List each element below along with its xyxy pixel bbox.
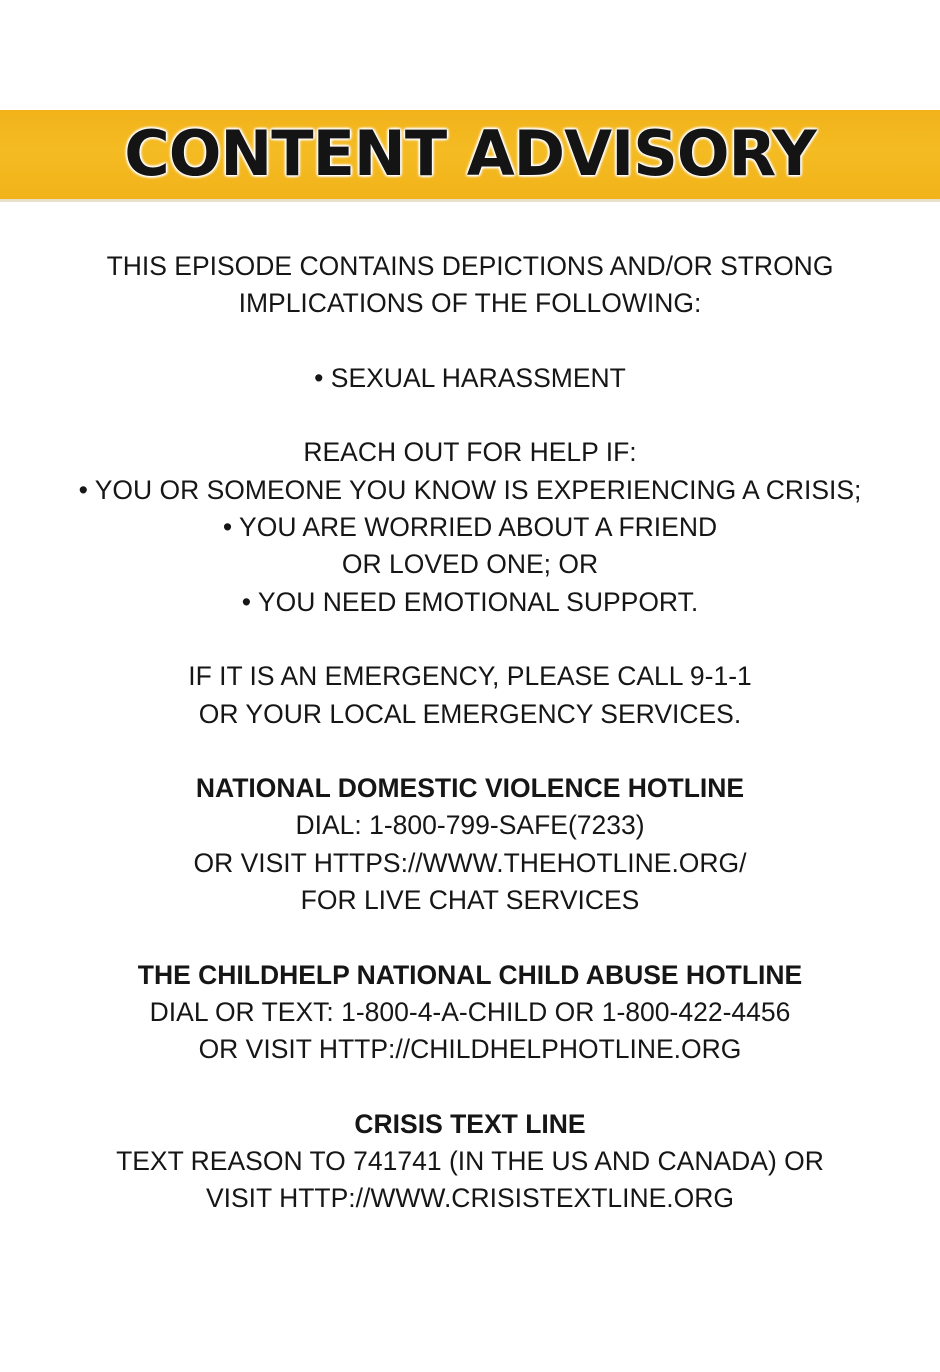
hotline-childhelp-link[interactable]: OR VISIT HTTP://CHILDHELPHOTLINE.ORG [198, 1034, 742, 1065]
advisory-body [0, 248, 940, 1218]
spacer [0, 1069, 940, 1106]
hotline-domestic-violence-dial: DIAL: 1-800-799-SAFE(7233) [295, 810, 645, 841]
spacer [0, 919, 940, 956]
page-title: CONTENT ADVISORY [124, 117, 816, 190]
hotline-domestic-violence-note: FOR LIVE CHAT SERVICES [300, 885, 640, 916]
help-item-worried-cont: OR LOVED ONE; OR [341, 549, 599, 580]
intro-line-1: THIS EPISODE CONTAINS DEPICTIONS AND/OR STRONG [106, 251, 834, 281]
intro-line-2: IMPLICATIONS OF THE FOLLOWING: [238, 288, 702, 319]
hotline-title-childhelp: THE CHILDHELP NATIONAL CHILD ABUSE HOTLINE [137, 959, 803, 990]
help-item-worried: • YOU ARE WORRIED ABOUT A FRIEND [222, 512, 718, 543]
emergency-line-1: IF IT IS AN EMERGENCY, PLEASE CALL 9-1-1 [188, 661, 752, 692]
hotline-domestic-violence-link[interactable]: OR VISIT HTTPS://WWW.THEHOTLINE.ORG/ [193, 847, 747, 878]
hotline-crisis-text-link[interactable]: VISIT HTTP://WWW.CRISISTEXTLINE.ORG [205, 1183, 735, 1214]
topic-item: • SEXUAL HARASSMENT [314, 362, 626, 393]
hotline-crisis-text-instructions: TEXT REASON TO 741741 (IN THE US AND CANADA) OR [116, 1146, 824, 1177]
hotline-childhelp-dial: DIAL OR TEXT: 1-800-4-A-CHILD OR 1-800-422-4456 [149, 996, 791, 1027]
spacer [0, 323, 940, 360]
hotline-title-domestic-violence: NATIONAL DOMESTIC VIOLENCE HOTLINE [195, 773, 745, 804]
hotline-title-crisis-text: CRISIS TEXT LINE [354, 1108, 586, 1139]
help-heading: REACH OUT FOR HELP IF: [303, 437, 637, 468]
emergency-line-2: OR YOUR LOCAL EMERGENCY SERVICES. [198, 698, 742, 729]
spacer [0, 733, 940, 770]
help-item-crisis: • YOU OR SOMEONE YOU KNOW IS EXPERIENCING A CRISIS; [78, 474, 862, 505]
spacer [0, 621, 940, 658]
spacer [0, 397, 940, 434]
help-item-support: • YOU NEED EMOTIONAL SUPPORT. [241, 586, 699, 617]
